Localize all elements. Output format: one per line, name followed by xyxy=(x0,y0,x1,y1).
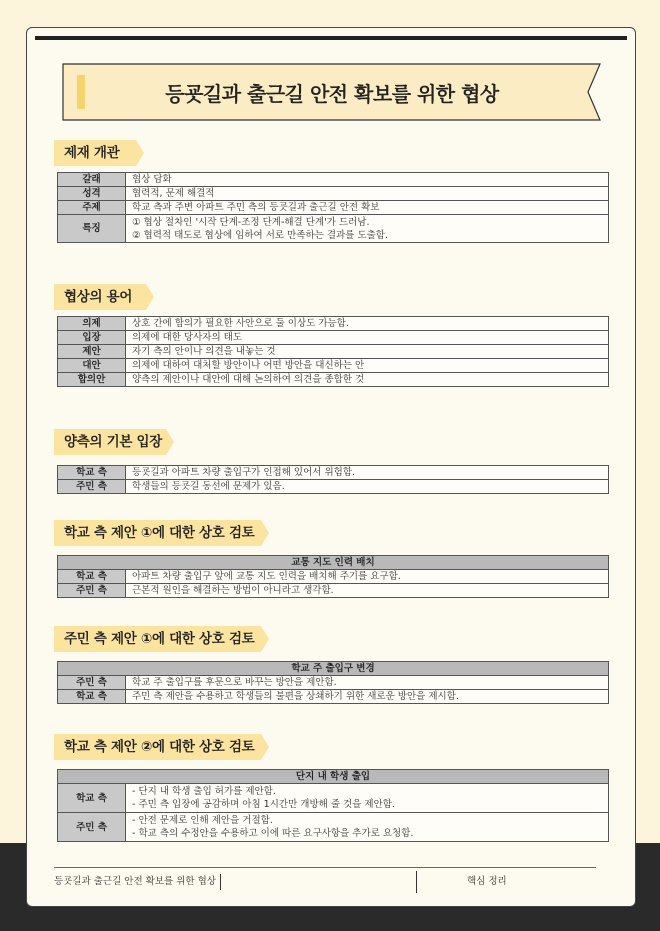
table-row xyxy=(58,317,609,331)
table-header: 단지 내 학생 출입 xyxy=(58,770,609,784)
table-row xyxy=(58,345,609,359)
table-row xyxy=(58,331,609,345)
section-heading-resident-proposal-1 xyxy=(54,626,269,652)
row-key: 입장 xyxy=(58,331,126,345)
row-value xyxy=(126,784,609,813)
title-accent-bar xyxy=(77,75,85,109)
table-row xyxy=(58,466,609,480)
row-key: 대안 xyxy=(58,359,126,373)
row-value: 학교 측과 주변 아파트 주민 측의 등굣길과 출근길 안전 확보 xyxy=(126,201,609,215)
table-row xyxy=(58,584,609,598)
document-page xyxy=(26,27,636,907)
section-heading-positions xyxy=(54,429,174,455)
row-value: 근본적 원인을 해결하는 방법이 아니라고 생각함. xyxy=(126,584,609,598)
row-value: 아파트 차량 출입구 앞에 교통 지도 인력을 배치해 주기를 요구함. xyxy=(126,570,609,584)
row-value xyxy=(126,215,609,243)
row-key: 주민 측 xyxy=(58,813,126,842)
row-key: 성격 xyxy=(58,187,126,201)
row-key: 특징 xyxy=(58,215,126,243)
footer-divider xyxy=(416,871,417,893)
row-key: 주민 측 xyxy=(58,480,126,494)
row-key: 주민 측 xyxy=(58,584,126,598)
table-row xyxy=(58,813,609,842)
row-value-line: - 주민 측 입장에 공감하며 아침 1시간만 개방해 줄 것을 제안함. xyxy=(132,799,395,810)
page-title: 등굣길과 출근길 안전 확보를 위한 협상 xyxy=(165,81,499,106)
section-heading-terms xyxy=(54,284,154,310)
table-row xyxy=(58,480,609,494)
table-row xyxy=(58,676,609,690)
resident-proposal-1-table xyxy=(57,661,609,704)
footer-section-label: 핵심 정리 xyxy=(467,876,507,887)
overview-table xyxy=(57,172,609,243)
row-key: 주민 측 xyxy=(58,676,126,690)
table-header-row xyxy=(58,770,609,784)
positions-table xyxy=(57,465,609,494)
row-value-line: ② 협력적 태도로 협상에 임하여 서로 만족하는 결과를 도출함. xyxy=(132,229,388,241)
section-heading-text: 주민 측 제안 ①에 대한 상호 검토 xyxy=(64,631,255,647)
row-value-line: - 단지 내 학생 출입 허가를 제안함. xyxy=(132,786,276,797)
row-key: 제안 xyxy=(58,345,126,359)
table-row xyxy=(58,173,609,187)
table-row xyxy=(58,570,609,584)
row-value: 등굣길과 아파트 차량 출입구가 인접해 있어서 위험함. xyxy=(126,466,609,480)
title-banner xyxy=(62,63,602,121)
section-heading-text: 학교 측 제안 ①에 대한 상호 검토 xyxy=(64,525,255,541)
row-key: 갈래 xyxy=(58,173,126,187)
table-row xyxy=(58,201,609,215)
row-value-line: - 안전 문제로 인해 제안을 거절함. xyxy=(132,815,273,826)
row-value: 학생들의 등굣길 동선에 문제가 있음. xyxy=(126,480,609,494)
row-value: 자기 측의 안이나 의견을 내놓는 것 xyxy=(126,345,609,359)
row-key: 학교 측 xyxy=(58,570,126,584)
table-row xyxy=(58,359,609,373)
row-value-line: ① 협상 절차인 '시작 단계-조정 단계-해결 단계'가 드러남. xyxy=(132,216,370,228)
table-row xyxy=(58,373,609,387)
row-value-line: - 학교 측의 수정안을 수용하고 이에 따른 요구사항을 추가로 요청함. xyxy=(132,828,414,839)
row-key: 학교 측 xyxy=(58,784,126,813)
table-row xyxy=(58,215,609,243)
section-heading-text: 제재 개관 xyxy=(64,145,120,161)
row-value: 의제에 대하여 대처할 방안이나 어떤 방안을 대신하는 안 xyxy=(126,359,609,373)
school-proposal-2-table xyxy=(57,769,609,842)
table-header: 학교 주 출입구 변경 xyxy=(58,662,609,676)
row-value xyxy=(126,813,609,842)
row-value: 상호 간에 합의가 필요한 사안으로 둘 이상도 가능함. xyxy=(126,317,609,331)
row-key: 주제 xyxy=(58,201,126,215)
table-header-row xyxy=(58,556,609,570)
row-key: 학교 측 xyxy=(58,466,126,480)
row-value: 주민 측 제안을 수용하고 학생들의 불편을 상쇄하기 위한 새로운 방안을 제시함. xyxy=(126,690,609,704)
top-rule xyxy=(35,36,627,40)
row-key: 학교 측 xyxy=(58,690,126,704)
row-value: 의제에 대한 당사자의 태도 xyxy=(126,331,609,345)
section-heading-text: 학교 측 제안 ②에 대한 상호 검토 xyxy=(64,739,255,755)
section-heading-school-proposal-1 xyxy=(54,520,269,546)
table-header-row xyxy=(58,662,609,676)
table-row xyxy=(58,784,609,813)
table-row xyxy=(58,690,609,704)
section-heading-text: 양측의 기본 입장 xyxy=(64,434,162,450)
row-key: 합의안 xyxy=(58,373,126,387)
table-row xyxy=(58,187,609,201)
footer-rule xyxy=(54,867,596,868)
table-header: 교통 지도 인력 배치 xyxy=(58,556,609,570)
footer-document-title: 등굣길과 출근길 안전 확보를 위한 협상 xyxy=(54,874,221,890)
row-value: 협상 담화 xyxy=(126,173,609,187)
row-key: 의제 xyxy=(58,317,126,331)
section-heading-text: 협상의 용어 xyxy=(64,289,133,305)
row-value: 협력적, 문제 해결적 xyxy=(126,187,609,201)
section-heading-school-proposal-2 xyxy=(54,734,269,760)
row-value: 양측의 제안이나 대안에 대해 논의하여 의견을 종합한 것 xyxy=(126,373,609,387)
terms-table xyxy=(57,316,609,387)
section-heading-overview xyxy=(54,140,144,166)
school-proposal-1-table xyxy=(57,555,609,598)
row-value: 학교 주 출입구를 후문으로 바꾸는 방안을 제안함. xyxy=(126,676,609,690)
